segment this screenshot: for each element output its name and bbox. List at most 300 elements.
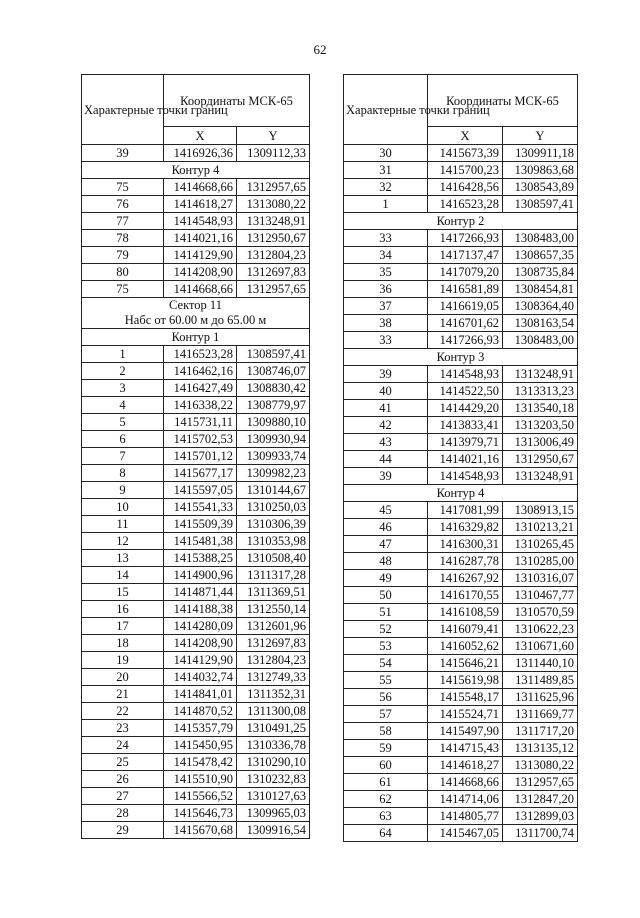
table-row bbox=[82, 601, 310, 618]
x-coordinate-cell: 1415619,98 bbox=[428, 672, 503, 689]
point-number-cell: 76 bbox=[82, 196, 164, 213]
y-coordinate-cell: 1312847,20 bbox=[503, 791, 578, 808]
point-number-cell: 75 bbox=[82, 179, 164, 196]
table-row bbox=[82, 788, 310, 805]
table-row bbox=[344, 672, 578, 689]
x-coordinate-cell: 1416462,16 bbox=[164, 363, 237, 380]
x-coordinate-cell: 1415467,05 bbox=[428, 825, 503, 842]
y-coordinate-cell: 1310265,45 bbox=[503, 536, 578, 553]
x-coordinate-cell: 1416523,28 bbox=[164, 346, 237, 363]
x-coordinate-cell: 1416427,49 bbox=[164, 380, 237, 397]
point-number-cell: 48 bbox=[344, 553, 428, 570]
header-y: Y bbox=[503, 127, 578, 145]
point-number-cell: 29 bbox=[82, 822, 164, 839]
point-number-cell: 13 bbox=[82, 550, 164, 567]
header-x: X bbox=[428, 127, 503, 145]
x-coordinate-cell: 1416300,31 bbox=[428, 536, 503, 553]
y-coordinate-cell: 1309982,23 bbox=[237, 465, 310, 482]
header-points: Характерные точки границ bbox=[344, 75, 428, 145]
y-coordinate-cell: 1309863,68 bbox=[503, 162, 578, 179]
table-row bbox=[82, 196, 310, 213]
y-coordinate-cell: 1313248,91 bbox=[503, 366, 578, 383]
x-coordinate-cell: 1415597,05 bbox=[164, 482, 237, 499]
x-coordinate-cell: 1414900,96 bbox=[164, 567, 237, 584]
y-coordinate-cell: 1309965,03 bbox=[237, 805, 310, 822]
x-coordinate-cell: 1417081,99 bbox=[428, 502, 503, 519]
header-coords: Координаты МСК-65 bbox=[164, 75, 310, 127]
table-row bbox=[344, 468, 578, 485]
y-coordinate-cell: 1312957,65 bbox=[237, 281, 310, 298]
x-coordinate-cell: 1415510,90 bbox=[164, 771, 237, 788]
x-coordinate-cell: 1415541,33 bbox=[164, 499, 237, 516]
point-number-cell: 64 bbox=[344, 825, 428, 842]
table-row bbox=[82, 635, 310, 652]
y-coordinate-cell: 1312697,83 bbox=[237, 635, 310, 652]
y-coordinate-cell: 1310622,23 bbox=[503, 621, 578, 638]
sector-heading-row bbox=[82, 298, 310, 329]
x-coordinate-cell: 1415566,52 bbox=[164, 788, 237, 805]
table-row bbox=[82, 264, 310, 281]
y-coordinate-cell: 1313080,22 bbox=[237, 196, 310, 213]
point-number-cell: 53 bbox=[344, 638, 428, 655]
y-coordinate-cell: 1309916,54 bbox=[237, 822, 310, 839]
table-row bbox=[344, 247, 578, 264]
x-coordinate-cell: 1416079,41 bbox=[428, 621, 503, 638]
table-row bbox=[82, 805, 310, 822]
point-number-cell: 10 bbox=[82, 499, 164, 516]
table-row bbox=[344, 553, 578, 570]
x-coordinate-cell: 1414618,27 bbox=[428, 757, 503, 774]
y-coordinate-cell: 1310285,00 bbox=[503, 553, 578, 570]
contour-heading-row bbox=[344, 485, 578, 502]
x-coordinate-cell: 1417266,93 bbox=[428, 332, 503, 349]
table-row bbox=[82, 584, 310, 601]
point-number-cell: 78 bbox=[82, 230, 164, 247]
point-number-cell: 33 bbox=[344, 332, 428, 349]
point-number-cell: 79 bbox=[82, 247, 164, 264]
x-coordinate-cell: 1416329,82 bbox=[428, 519, 503, 536]
contour-heading-row bbox=[82, 329, 310, 346]
header-x: X bbox=[164, 127, 237, 145]
y-coordinate-cell: 1311352,31 bbox=[237, 686, 310, 703]
point-number-cell: 21 bbox=[82, 686, 164, 703]
y-coordinate-cell: 1308913,15 bbox=[503, 502, 578, 519]
sector-title: Сектор 11 bbox=[169, 298, 222, 312]
point-number-cell: 33 bbox=[344, 230, 428, 247]
x-coordinate-cell: 1416267,92 bbox=[428, 570, 503, 587]
sector-height-range: Набс от 60.00 м до 65.00 м bbox=[124, 313, 267, 327]
table-row bbox=[82, 686, 310, 703]
x-coordinate-cell: 1414129,90 bbox=[164, 652, 237, 669]
point-number-cell: 38 bbox=[344, 315, 428, 332]
y-coordinate-cell: 1310508,40 bbox=[237, 550, 310, 567]
table-row bbox=[344, 774, 578, 791]
point-number-cell: 39 bbox=[344, 366, 428, 383]
point-number-cell: 11 bbox=[82, 516, 164, 533]
table-row bbox=[82, 431, 310, 448]
point-number-cell: 32 bbox=[344, 179, 428, 196]
point-number-cell: 18 bbox=[82, 635, 164, 652]
point-number-cell: 62 bbox=[344, 791, 428, 808]
y-coordinate-cell: 1310306,39 bbox=[237, 516, 310, 533]
point-number-cell: 37 bbox=[344, 298, 428, 315]
y-coordinate-cell: 1310232,83 bbox=[237, 771, 310, 788]
point-number-cell: 75 bbox=[82, 281, 164, 298]
x-coordinate-cell: 1415509,39 bbox=[164, 516, 237, 533]
y-coordinate-cell: 1313313,23 bbox=[503, 383, 578, 400]
y-coordinate-cell: 1311317,28 bbox=[237, 567, 310, 584]
y-coordinate-cell: 1311300,08 bbox=[237, 703, 310, 720]
x-coordinate-cell: 1414548,93 bbox=[428, 366, 503, 383]
point-number-cell: 31 bbox=[344, 162, 428, 179]
x-coordinate-cell: 1416338,22 bbox=[164, 397, 237, 414]
x-coordinate-cell: 1414668,66 bbox=[164, 179, 237, 196]
y-coordinate-cell: 1311440,10 bbox=[503, 655, 578, 672]
point-number-cell: 77 bbox=[82, 213, 164, 230]
table-row bbox=[344, 655, 578, 672]
contour-heading-row bbox=[344, 349, 578, 366]
table-row bbox=[82, 720, 310, 737]
table-row bbox=[82, 414, 310, 431]
point-number-cell: 3 bbox=[82, 380, 164, 397]
contour-heading: Контур 4 bbox=[344, 485, 578, 502]
y-coordinate-cell: 1310316,07 bbox=[503, 570, 578, 587]
x-coordinate-cell: 1415673,39 bbox=[428, 145, 503, 162]
point-number-cell: 9 bbox=[82, 482, 164, 499]
x-coordinate-cell: 1414548,93 bbox=[428, 468, 503, 485]
point-number-cell: 55 bbox=[344, 672, 428, 689]
table-row bbox=[344, 587, 578, 604]
table-row bbox=[344, 757, 578, 774]
y-coordinate-cell: 1309880,10 bbox=[237, 414, 310, 431]
x-coordinate-cell: 1414522,50 bbox=[428, 383, 503, 400]
point-number-cell: 45 bbox=[344, 502, 428, 519]
x-coordinate-cell: 1413979,71 bbox=[428, 434, 503, 451]
y-coordinate-cell: 1309112,33 bbox=[237, 145, 310, 162]
point-number-cell: 2 bbox=[82, 363, 164, 380]
y-coordinate-cell: 1308163,54 bbox=[503, 315, 578, 332]
point-number-cell: 50 bbox=[344, 587, 428, 604]
x-coordinate-cell: 1416108,59 bbox=[428, 604, 503, 621]
y-coordinate-cell: 1313540,18 bbox=[503, 400, 578, 417]
point-number-cell: 5 bbox=[82, 414, 164, 431]
y-coordinate-cell: 1311489,85 bbox=[503, 672, 578, 689]
x-coordinate-cell: 1415524,71 bbox=[428, 706, 503, 723]
x-coordinate-cell: 1414032,74 bbox=[164, 669, 237, 686]
table-row bbox=[344, 502, 578, 519]
table-row bbox=[82, 247, 310, 264]
y-coordinate-cell: 1312899,03 bbox=[503, 808, 578, 825]
y-coordinate-cell: 1312804,23 bbox=[237, 247, 310, 264]
header-coords: Координаты МСК-65 bbox=[428, 75, 578, 127]
x-coordinate-cell: 1416581,89 bbox=[428, 281, 503, 298]
y-coordinate-cell: 1313203,50 bbox=[503, 417, 578, 434]
table-row bbox=[344, 621, 578, 638]
x-coordinate-cell: 1413833,41 bbox=[428, 417, 503, 434]
table-row bbox=[344, 315, 578, 332]
point-number-cell: 60 bbox=[344, 757, 428, 774]
point-number-cell: 39 bbox=[82, 145, 164, 162]
y-coordinate-cell: 1310213,21 bbox=[503, 519, 578, 536]
table-row bbox=[82, 499, 310, 516]
x-coordinate-cell: 1414280,09 bbox=[164, 618, 237, 635]
x-coordinate-cell: 1415497,90 bbox=[428, 723, 503, 740]
table-row bbox=[344, 162, 578, 179]
x-coordinate-cell: 1414429,20 bbox=[428, 400, 503, 417]
table-row bbox=[82, 179, 310, 196]
y-coordinate-cell: 1310671,60 bbox=[503, 638, 578, 655]
x-coordinate-cell: 1414208,90 bbox=[164, 635, 237, 652]
table-row bbox=[344, 536, 578, 553]
x-coordinate-cell: 1417079,20 bbox=[428, 264, 503, 281]
y-coordinate-cell: 1310144,67 bbox=[237, 482, 310, 499]
y-coordinate-cell: 1310290,10 bbox=[237, 754, 310, 771]
x-coordinate-cell: 1416052,62 bbox=[428, 638, 503, 655]
table-row bbox=[82, 397, 310, 414]
x-coordinate-cell: 1415731,11 bbox=[164, 414, 237, 431]
table-row bbox=[82, 346, 310, 363]
x-coordinate-cell: 1417137,47 bbox=[428, 247, 503, 264]
point-number-cell: 59 bbox=[344, 740, 428, 757]
x-coordinate-cell: 1416170,55 bbox=[428, 587, 503, 604]
point-number-cell: 54 bbox=[344, 655, 428, 672]
x-coordinate-cell: 1414805,77 bbox=[428, 808, 503, 825]
y-coordinate-cell: 1313006,49 bbox=[503, 434, 578, 451]
y-coordinate-cell: 1308454,81 bbox=[503, 281, 578, 298]
table-row bbox=[344, 825, 578, 842]
table-row bbox=[344, 145, 578, 162]
point-number-cell: 1 bbox=[344, 196, 428, 213]
y-coordinate-cell: 1309933,74 bbox=[237, 448, 310, 465]
x-coordinate-cell: 1415478,42 bbox=[164, 754, 237, 771]
contour-heading-row bbox=[82, 162, 310, 179]
coordinates-table-left bbox=[81, 74, 310, 839]
table-row bbox=[82, 281, 310, 298]
y-coordinate-cell: 1311700,74 bbox=[503, 825, 578, 842]
table-row bbox=[344, 604, 578, 621]
table-row bbox=[82, 213, 310, 230]
point-number-cell: 25 bbox=[82, 754, 164, 771]
contour-heading: Контур 1 bbox=[82, 329, 310, 346]
table-row bbox=[82, 737, 310, 754]
x-coordinate-cell: 1415646,21 bbox=[428, 655, 503, 672]
point-number-cell: 44 bbox=[344, 451, 428, 468]
point-number-cell: 17 bbox=[82, 618, 164, 635]
y-coordinate-cell: 1309930,94 bbox=[237, 431, 310, 448]
point-number-cell: 15 bbox=[82, 584, 164, 601]
x-coordinate-cell: 1415670,68 bbox=[164, 822, 237, 839]
header-points: Характерные точки границ bbox=[82, 75, 164, 145]
x-coordinate-cell: 1414188,38 bbox=[164, 601, 237, 618]
table-row bbox=[82, 754, 310, 771]
y-coordinate-cell: 1310336,78 bbox=[237, 737, 310, 754]
table-row bbox=[82, 448, 310, 465]
table-row bbox=[82, 516, 310, 533]
y-coordinate-cell: 1310491,25 bbox=[237, 720, 310, 737]
point-number-cell: 7 bbox=[82, 448, 164, 465]
point-number-cell: 4 bbox=[82, 397, 164, 414]
y-coordinate-cell: 1309911,18 bbox=[503, 145, 578, 162]
x-coordinate-cell: 1415450,95 bbox=[164, 737, 237, 754]
y-coordinate-cell: 1312550,14 bbox=[237, 601, 310, 618]
x-coordinate-cell: 1415677,17 bbox=[164, 465, 237, 482]
x-coordinate-cell: 1414021,16 bbox=[164, 230, 237, 247]
y-coordinate-cell: 1310570,59 bbox=[503, 604, 578, 621]
y-coordinate-cell: 1311669,77 bbox=[503, 706, 578, 723]
table-row bbox=[82, 230, 310, 247]
table-row bbox=[344, 383, 578, 400]
table-row bbox=[344, 434, 578, 451]
table-row bbox=[82, 363, 310, 380]
x-coordinate-cell: 1414668,66 bbox=[428, 774, 503, 791]
point-number-cell: 39 bbox=[344, 468, 428, 485]
table-row bbox=[82, 550, 310, 567]
table-row bbox=[82, 618, 310, 635]
contour-heading: Контур 2 bbox=[344, 213, 578, 230]
y-coordinate-cell: 1308597,41 bbox=[237, 346, 310, 363]
table-row bbox=[344, 451, 578, 468]
table-body-right bbox=[344, 145, 578, 842]
x-coordinate-cell: 1416701,62 bbox=[428, 315, 503, 332]
x-coordinate-cell: 1416428,56 bbox=[428, 179, 503, 196]
y-coordinate-cell: 1312950,67 bbox=[503, 451, 578, 468]
point-number-cell: 35 bbox=[344, 264, 428, 281]
y-coordinate-cell: 1308483,00 bbox=[503, 230, 578, 247]
table-row bbox=[344, 179, 578, 196]
y-coordinate-cell: 1313080,22 bbox=[503, 757, 578, 774]
point-number-cell: 58 bbox=[344, 723, 428, 740]
table-body-left bbox=[82, 145, 310, 839]
table-row bbox=[344, 519, 578, 536]
point-number-cell: 57 bbox=[344, 706, 428, 723]
y-coordinate-cell: 1308597,41 bbox=[503, 196, 578, 213]
x-coordinate-cell: 1414871,44 bbox=[164, 584, 237, 601]
x-coordinate-cell: 1415700,23 bbox=[428, 162, 503, 179]
table-row bbox=[82, 652, 310, 669]
table-row bbox=[344, 366, 578, 383]
x-coordinate-cell: 1416523,28 bbox=[428, 196, 503, 213]
table-row bbox=[82, 669, 310, 686]
sector-heading bbox=[82, 298, 310, 329]
table-row bbox=[344, 400, 578, 417]
y-coordinate-cell: 1312957,65 bbox=[237, 179, 310, 196]
y-coordinate-cell: 1308657,35 bbox=[503, 247, 578, 264]
y-coordinate-cell: 1308364,40 bbox=[503, 298, 578, 315]
x-coordinate-cell: 1417266,93 bbox=[428, 230, 503, 247]
point-number-cell: 61 bbox=[344, 774, 428, 791]
y-coordinate-cell: 1311625,96 bbox=[503, 689, 578, 706]
point-number-cell: 52 bbox=[344, 621, 428, 638]
table-row bbox=[344, 264, 578, 281]
y-coordinate-cell: 1312957,65 bbox=[503, 774, 578, 791]
point-number-cell: 1 bbox=[82, 346, 164, 363]
x-coordinate-cell: 1414870,52 bbox=[164, 703, 237, 720]
table-row bbox=[82, 567, 310, 584]
table-row bbox=[82, 771, 310, 788]
y-coordinate-cell: 1313135,12 bbox=[503, 740, 578, 757]
point-number-cell: 16 bbox=[82, 601, 164, 618]
x-coordinate-cell: 1414841,01 bbox=[164, 686, 237, 703]
y-coordinate-cell: 1312697,83 bbox=[237, 264, 310, 281]
y-coordinate-cell: 1310250,03 bbox=[237, 499, 310, 516]
table-row bbox=[344, 332, 578, 349]
table-row bbox=[344, 570, 578, 587]
y-coordinate-cell: 1310467,77 bbox=[503, 587, 578, 604]
table-row bbox=[82, 533, 310, 550]
x-coordinate-cell: 1415388,25 bbox=[164, 550, 237, 567]
table-row bbox=[344, 791, 578, 808]
table-row bbox=[344, 196, 578, 213]
x-coordinate-cell: 1415481,38 bbox=[164, 533, 237, 550]
x-coordinate-cell: 1414129,90 bbox=[164, 247, 237, 264]
coordinates-table-right bbox=[343, 74, 578, 842]
x-coordinate-cell: 1415702,53 bbox=[164, 431, 237, 448]
point-number-cell: 47 bbox=[344, 536, 428, 553]
point-number-cell: 6 bbox=[82, 431, 164, 448]
contour-heading-row bbox=[344, 213, 578, 230]
table-row bbox=[344, 723, 578, 740]
x-coordinate-cell: 1415357,79 bbox=[164, 720, 237, 737]
point-number-cell: 27 bbox=[82, 788, 164, 805]
contour-heading: Контур 3 bbox=[344, 349, 578, 366]
point-number-cell: 40 bbox=[344, 383, 428, 400]
table-row bbox=[344, 808, 578, 825]
point-number-cell: 43 bbox=[344, 434, 428, 451]
x-coordinate-cell: 1415646,73 bbox=[164, 805, 237, 822]
y-coordinate-cell: 1312601,96 bbox=[237, 618, 310, 635]
x-coordinate-cell: 1415548,17 bbox=[428, 689, 503, 706]
point-number-cell: 14 bbox=[82, 567, 164, 584]
y-coordinate-cell: 1313248,91 bbox=[237, 213, 310, 230]
x-coordinate-cell: 1416619,05 bbox=[428, 298, 503, 315]
table-row bbox=[344, 230, 578, 247]
page-number: 62 bbox=[313, 42, 327, 57]
y-coordinate-cell: 1311369,51 bbox=[237, 584, 310, 601]
y-coordinate-cell: 1308735,84 bbox=[503, 264, 578, 281]
y-coordinate-cell: 1312749,33 bbox=[237, 669, 310, 686]
point-number-cell: 26 bbox=[82, 771, 164, 788]
point-number-cell: 34 bbox=[344, 247, 428, 264]
point-number-cell: 36 bbox=[344, 281, 428, 298]
table-row bbox=[344, 706, 578, 723]
y-coordinate-cell: 1308543,89 bbox=[503, 179, 578, 196]
point-number-cell: 24 bbox=[82, 737, 164, 754]
point-number-cell: 30 bbox=[344, 145, 428, 162]
x-coordinate-cell: 1414714,06 bbox=[428, 791, 503, 808]
x-coordinate-cell: 1414618,27 bbox=[164, 196, 237, 213]
point-number-cell: 19 bbox=[82, 652, 164, 669]
x-coordinate-cell: 1414021,16 bbox=[428, 451, 503, 468]
point-number-cell: 49 bbox=[344, 570, 428, 587]
point-number-cell: 63 bbox=[344, 808, 428, 825]
point-number-cell: 41 bbox=[344, 400, 428, 417]
x-coordinate-cell: 1415701,12 bbox=[164, 448, 237, 465]
table-row bbox=[82, 822, 310, 839]
point-number-cell: 12 bbox=[82, 533, 164, 550]
table-row bbox=[82, 465, 310, 482]
point-number-cell: 22 bbox=[82, 703, 164, 720]
table-row bbox=[344, 281, 578, 298]
point-number-cell: 28 bbox=[82, 805, 164, 822]
y-coordinate-cell: 1311717,20 bbox=[503, 723, 578, 740]
x-coordinate-cell: 1416287,78 bbox=[428, 553, 503, 570]
y-coordinate-cell: 1308830,42 bbox=[237, 380, 310, 397]
y-coordinate-cell: 1308483,00 bbox=[503, 332, 578, 349]
table-row bbox=[82, 145, 310, 162]
x-coordinate-cell: 1414668,66 bbox=[164, 281, 237, 298]
point-number-cell: 20 bbox=[82, 669, 164, 686]
table-row bbox=[344, 740, 578, 757]
